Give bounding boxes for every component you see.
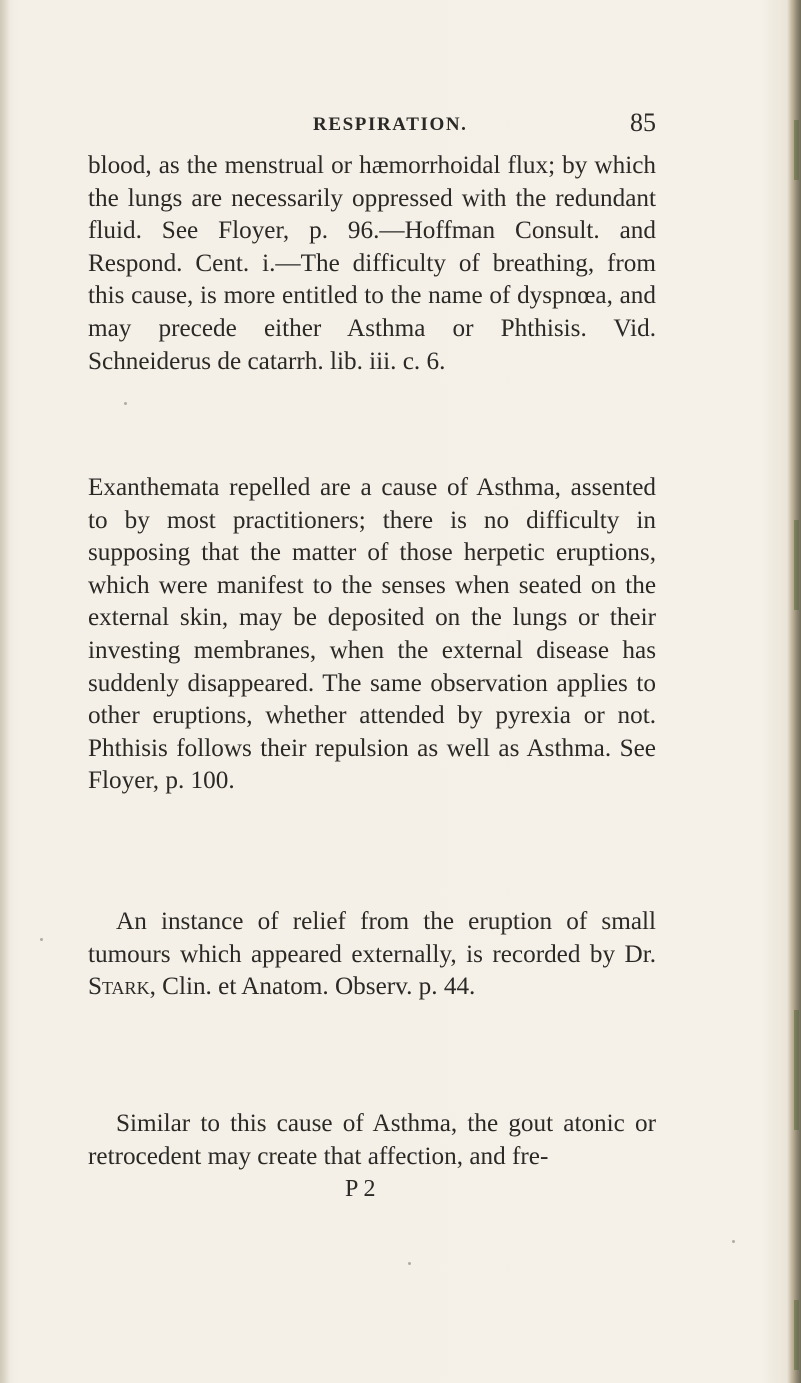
paragraph-text-start: An instance of relief from the eruption of small tumours which appeared externally, is recorded by Dr. [88, 908, 656, 968]
page-header [0, 108, 801, 144]
edge-stain [794, 1010, 799, 1130]
signature-mark: P 2 [345, 1176, 376, 1202]
paragraph-continuation [88, 150, 656, 378]
paper-speck [732, 1240, 735, 1243]
paragraph-gout [88, 1108, 656, 1173]
edge-stain [794, 520, 799, 610]
page-gutter-shadow [0, 0, 10, 1383]
paragraph-text: Exanthemata repelled are a cause of Asthma, assented to by most practitioners; there is no difficulty in supposing that the matter of those herpetic eruptions, which were manifest to the senses when seated on the external skin, may be deposited on the lungs or their investing membranes, when the external disease has suddenly disappeared. The same observation applies to other eruptions, whether attended by pyrexia or not. Phthisis follows their repulsion as well as Asthma. See Floyer, p. 100. [88, 474, 656, 795]
paper-speck [408, 1262, 411, 1265]
paragraph-text [88, 1108, 656, 1173]
paragraph-exanthemata [88, 472, 656, 798]
page-number: 85 [630, 108, 656, 137]
paragraph-text-body: Similar to this cause of Asthma, the gout atonic or retrocedent may create that affection, and fre- [88, 1110, 656, 1170]
paper-speck [40, 938, 43, 941]
page-edge [787, 0, 801, 1383]
edge-stain [794, 1300, 799, 1370]
paragraph-text [88, 906, 656, 1004]
paper-speck [124, 402, 127, 405]
paragraph-eruption-relief [88, 906, 656, 1004]
paragraph-text: blood, as the menstrual or hæmorrhoidal flux; by which the lungs are necessarily oppressed with the redundant fluid. See Floyer, p. 96.—Hoffman Consult. and Respond. Cent. i.—The difficulty of breathing, from this cause, is more entitled to the name of dyspnœa, and may precede either Asthma or Phthisis. Vid. Schneiderus de catarrh. lib. iii. c. 6. [88, 152, 656, 375]
author-name: Stark [88, 973, 150, 1001]
paragraph-text-end: , Clin. et Anatom. Observ. p. 44. [149, 973, 476, 1001]
running-head: RESPIRATION. [313, 114, 468, 135]
